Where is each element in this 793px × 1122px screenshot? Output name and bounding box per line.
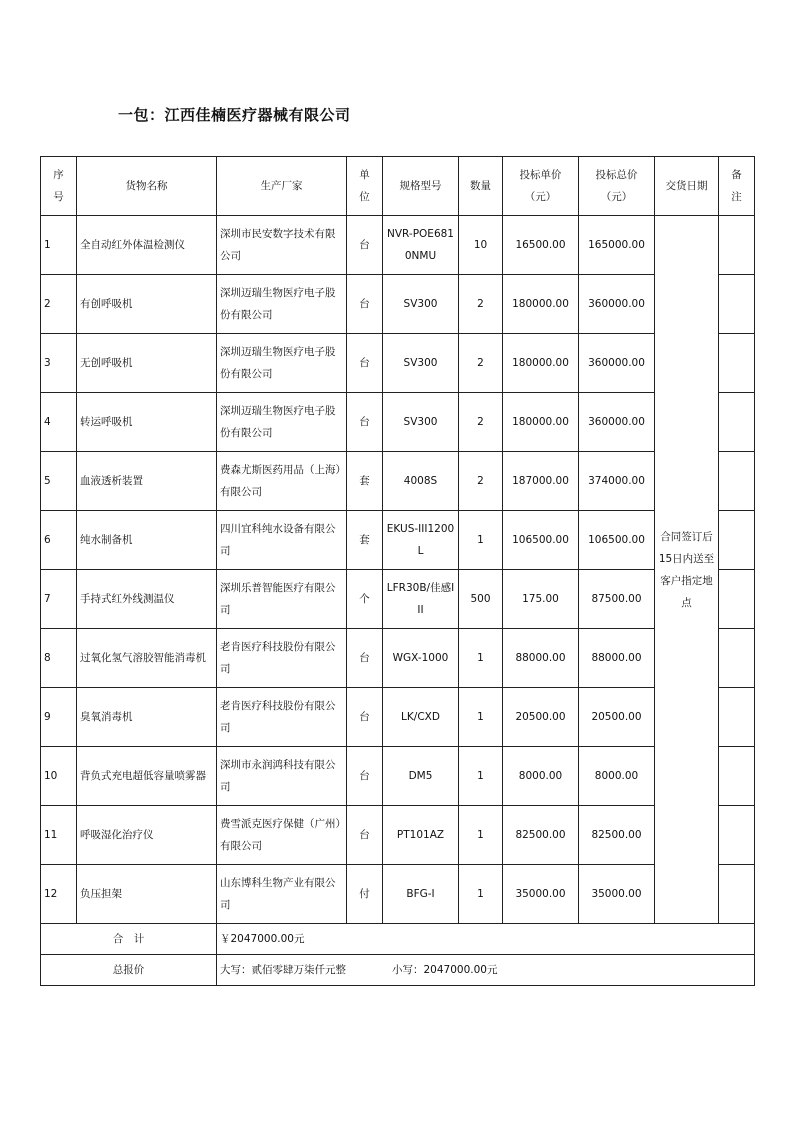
row-unit-price: 180000.00 — [503, 275, 579, 334]
header-maker: 生产厂家 — [217, 157, 347, 216]
row-qty: 1 — [459, 629, 503, 688]
row-total-price: 35000.00 — [579, 865, 655, 924]
row-total-price: 82500.00 — [579, 806, 655, 865]
row-qty: 1 — [459, 688, 503, 747]
row-seq: 4 — [41, 393, 77, 452]
row-unit-price: 106500.00 — [503, 511, 579, 570]
header-remark: 备 注 — [719, 157, 755, 216]
row-remark — [719, 629, 755, 688]
row-total-price: 106500.00 — [579, 511, 655, 570]
table-row — [41, 747, 755, 806]
total-quote-value — [217, 955, 755, 986]
row-total-price: 88000.00 — [579, 629, 655, 688]
row-remark — [719, 865, 755, 924]
row-manufacturer: 深圳迈瑞生物医疗电子股份有限公司 — [217, 393, 347, 452]
row-unit-price: 20500.00 — [503, 688, 579, 747]
row-seq: 7 — [41, 570, 77, 629]
row-qty: 2 — [459, 393, 503, 452]
row-total-price: 165000.00 — [579, 216, 655, 275]
row-manufacturer: 四川宜科纯水设备有限公司 — [217, 511, 347, 570]
row-unit: 台 — [347, 747, 383, 806]
row-unit: 台 — [347, 806, 383, 865]
row-unit-price: 180000.00 — [503, 334, 579, 393]
row-qty: 1 — [459, 511, 503, 570]
row-model: PT101AZ — [383, 806, 459, 865]
table-row — [41, 334, 755, 393]
header-qty: 数量 — [459, 157, 503, 216]
row-qty: 2 — [459, 334, 503, 393]
total-lower-amount: 小写：2047000.00元 — [392, 964, 498, 976]
row-total-price: 360000.00 — [579, 275, 655, 334]
row-unit: 台 — [347, 629, 383, 688]
total-quote-row — [41, 955, 755, 986]
row-total-price: 374000.00 — [579, 452, 655, 511]
header-seq: 序 号 — [41, 157, 77, 216]
bid-table — [40, 156, 755, 986]
row-manufacturer: 费雪派克医疗保健（广州）有限公司 — [217, 806, 347, 865]
row-seq: 1 — [41, 216, 77, 275]
row-total-price: 87500.00 — [579, 570, 655, 629]
header-unit: 单 位 — [347, 157, 383, 216]
row-total-price: 8000.00 — [579, 747, 655, 806]
row-model: LK/CXD — [383, 688, 459, 747]
row-seq: 6 — [41, 511, 77, 570]
row-goods-name: 血液透析装置 — [77, 452, 217, 511]
row-goods-name: 转运呼吸机 — [77, 393, 217, 452]
row-goods-name: 无创呼吸机 — [77, 334, 217, 393]
sum-value: ￥2047000.00元 — [217, 924, 755, 955]
row-manufacturer: 深圳迈瑞生物医疗电子股份有限公司 — [217, 275, 347, 334]
row-unit-price: 16500.00 — [503, 216, 579, 275]
row-goods-name: 负压担架 — [77, 865, 217, 924]
row-model: DM5 — [383, 747, 459, 806]
row-unit-price: 180000.00 — [503, 393, 579, 452]
row-model: NVR-POE6810NMU — [383, 216, 459, 275]
row-manufacturer: 深圳乐普智能医疗有限公司 — [217, 570, 347, 629]
total-upper-amount: 大写：贰佰零肆万柒仟元整 — [220, 964, 346, 976]
row-goods-name: 背负式充电超低容量喷雾器 — [77, 747, 217, 806]
header-model: 规格型号 — [383, 157, 459, 216]
row-seq: 10 — [41, 747, 77, 806]
delivery-date: 合同签订后15日内送至客户指定地点 — [655, 216, 719, 924]
row-qty: 2 — [459, 275, 503, 334]
table-row — [41, 570, 755, 629]
row-qty: 500 — [459, 570, 503, 629]
header-goods: 货物名称 — [77, 157, 217, 216]
row-goods-name: 纯水制备机 — [77, 511, 217, 570]
row-remark — [719, 747, 755, 806]
table-row — [41, 806, 755, 865]
header-unit-price: 投标单价 （元） — [503, 157, 579, 216]
row-model: BFG-I — [383, 865, 459, 924]
row-total-price: 360000.00 — [579, 334, 655, 393]
row-manufacturer: 深圳迈瑞生物医疗电子股份有限公司 — [217, 334, 347, 393]
row-model: EKUS-III1200L — [383, 511, 459, 570]
row-unit: 台 — [347, 688, 383, 747]
row-remark — [719, 570, 755, 629]
row-unit-price: 82500.00 — [503, 806, 579, 865]
row-manufacturer: 深圳市民安数字技术有限公司 — [217, 216, 347, 275]
row-remark — [719, 334, 755, 393]
row-unit: 套 — [347, 511, 383, 570]
row-remark — [719, 511, 755, 570]
row-seq: 12 — [41, 865, 77, 924]
row-model: SV300 — [383, 393, 459, 452]
header-total-price: 投标总价 （元） — [579, 157, 655, 216]
row-qty: 1 — [459, 747, 503, 806]
row-qty: 10 — [459, 216, 503, 275]
row-goods-name: 呼吸湿化治疗仪 — [77, 806, 217, 865]
total-quote-label: 总报价 — [41, 955, 217, 986]
row-remark — [719, 216, 755, 275]
table-row — [41, 393, 755, 452]
row-qty: 2 — [459, 452, 503, 511]
row-model: SV300 — [383, 334, 459, 393]
row-seq: 9 — [41, 688, 77, 747]
table-row — [41, 511, 755, 570]
row-goods-name: 过氧化氢气溶胶智能消毒机 — [77, 629, 217, 688]
row-remark — [719, 688, 755, 747]
row-unit-price: 8000.00 — [503, 747, 579, 806]
row-manufacturer: 老肯医疗科技股份有限公司 — [217, 688, 347, 747]
table-row — [41, 275, 755, 334]
page-title: 一包：江西佳楠医疗器械有限公司 — [118, 106, 351, 124]
row-remark — [719, 393, 755, 452]
row-unit: 台 — [347, 393, 383, 452]
table-row — [41, 629, 755, 688]
row-total-price: 360000.00 — [579, 393, 655, 452]
row-unit-price: 187000.00 — [503, 452, 579, 511]
row-seq: 11 — [41, 806, 77, 865]
row-unit-price: 175.00 — [503, 570, 579, 629]
row-unit: 台 — [347, 334, 383, 393]
row-remark — [719, 275, 755, 334]
row-unit: 套 — [347, 452, 383, 511]
row-remark — [719, 806, 755, 865]
row-goods-name: 有创呼吸机 — [77, 275, 217, 334]
row-model: LFR30B/佳感III — [383, 570, 459, 629]
row-goods-name: 臭氧消毒机 — [77, 688, 217, 747]
row-remark — [719, 452, 755, 511]
row-unit: 台 — [347, 275, 383, 334]
row-seq: 5 — [41, 452, 77, 511]
row-unit-price: 88000.00 — [503, 629, 579, 688]
table-row — [41, 216, 755, 275]
sum-label: 合 计 — [41, 924, 217, 955]
row-model: SV300 — [383, 275, 459, 334]
row-seq: 2 — [41, 275, 77, 334]
row-unit: 个 — [347, 570, 383, 629]
row-seq: 3 — [41, 334, 77, 393]
row-goods-name: 全自动红外体温检测仪 — [77, 216, 217, 275]
row-goods-name: 手持式红外线测温仪 — [77, 570, 217, 629]
row-manufacturer: 深圳市永润鸿科技有限公司 — [217, 747, 347, 806]
row-manufacturer: 费森尤斯医药用品（上海）有限公司 — [217, 452, 347, 511]
row-seq: 8 — [41, 629, 77, 688]
row-model: WGX-1000 — [383, 629, 459, 688]
row-model: 4008S — [383, 452, 459, 511]
header-delivery: 交货日期 — [655, 157, 719, 216]
row-manufacturer: 老肯医疗科技股份有限公司 — [217, 629, 347, 688]
table-row — [41, 688, 755, 747]
row-total-price: 20500.00 — [579, 688, 655, 747]
row-unit: 台 — [347, 216, 383, 275]
table-row — [41, 452, 755, 511]
row-unit-price: 35000.00 — [503, 865, 579, 924]
row-qty: 1 — [459, 865, 503, 924]
table-row — [41, 865, 755, 924]
sum-row — [41, 924, 755, 955]
row-manufacturer: 山东博科生物产业有限公司 — [217, 865, 347, 924]
row-qty: 1 — [459, 806, 503, 865]
table-header-row — [41, 157, 755, 216]
row-unit: 付 — [347, 865, 383, 924]
